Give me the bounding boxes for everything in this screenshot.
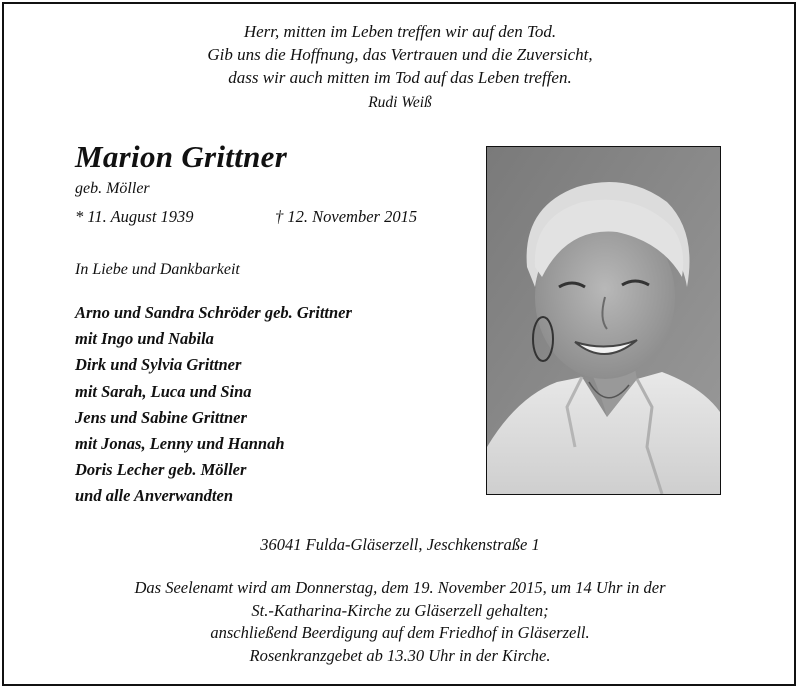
quote-line: Herr, mitten im Leben treffen wir auf den Tod. [243, 22, 557, 41]
mourner-line: Doris Lecher geb. Möller [75, 460, 247, 480]
portrait-illustration [487, 147, 720, 494]
portrait-photo [486, 146, 721, 495]
mourner-line: Arno und Sandra Schröder geb. Grittner [75, 303, 352, 322]
birth-date: * 11. August 1939 [75, 207, 194, 226]
quote-author: Rudi Weiß [368, 94, 432, 111]
deceased-name: Marion Grittner [75, 139, 288, 174]
quote-line: dass wir auch mitten im Tod auf das Leben treffen. [228, 68, 572, 87]
service-details [0, 577, 800, 667]
mourner-line: und alle Anverwandten [75, 486, 233, 506]
details-line: St.-Katharina-Kirche zu Gläserzell gehalten; [251, 600, 549, 620]
details-line: anschließend Beerdigung auf dem Friedhof in Gläserzell. [210, 623, 590, 642]
quote-line: Gib uns die Hoffnung, das Vertrauen und die Zuversicht, [207, 45, 593, 64]
death-date: † 12. November 2015 [275, 207, 418, 226]
maiden-name: geb. Möller [75, 180, 150, 197]
details-line: Rosenkranzgebet ab 13.30 Uhr in der Kirche. [249, 645, 551, 665]
mourners-list [75, 300, 352, 510]
mourner-line: Dirk und Sylvia Grittner [75, 355, 242, 375]
address-line: 36041 Fulda-Gläserzell, Jeschkenstraße 1 [260, 535, 540, 554]
mourner-line: mit Ingo und Nabila [75, 329, 214, 349]
memorial-quote [0, 20, 800, 114]
mourner-line: mit Jonas, Lenny und Hannah [75, 434, 285, 454]
dedication-line: In Liebe und Dankbarkeit [75, 261, 240, 278]
mourner-line: Jens und Sabine Grittner [75, 407, 247, 427]
details-line: Das Seelenamt wird am Donnerstag, dem 19. November 2015, um 14 Uhr in der [134, 578, 666, 597]
mourner-line: mit Sarah, Luca und Sina [75, 381, 252, 401]
